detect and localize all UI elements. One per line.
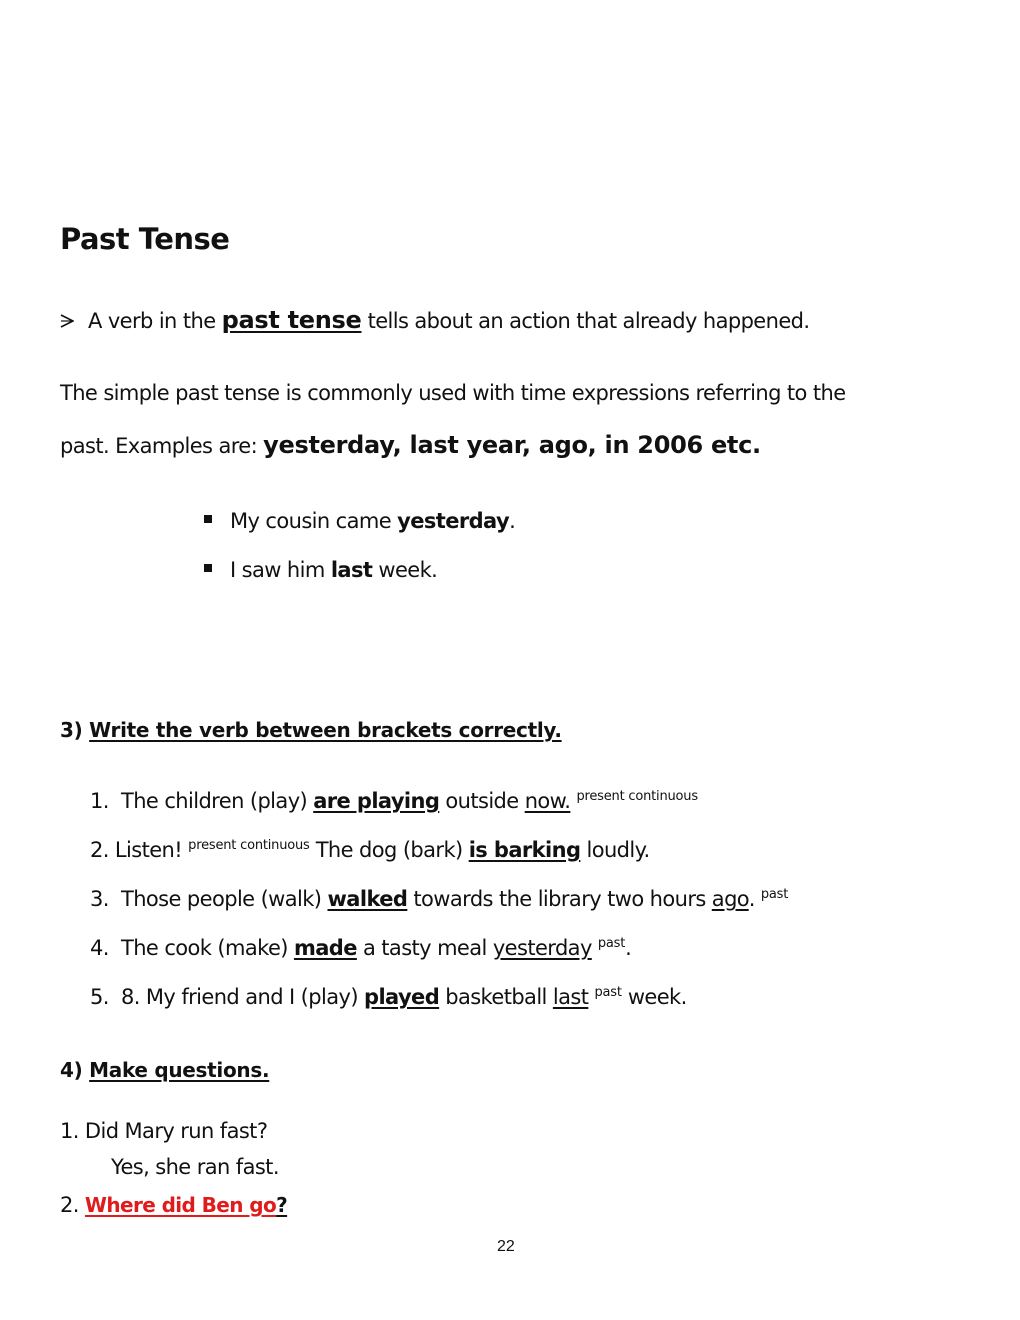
example-text: I saw him [230,558,325,582]
example-keyword: last [330,558,373,582]
example-item [204,558,437,582]
item-number: 5. [90,985,109,1009]
item-tense-tag: present continuous [188,838,310,853]
item-time-word: now. [524,789,571,813]
item-tense-tag: present continuous [576,789,698,804]
item-time-word: last [552,985,589,1009]
section-title: Make questions. [89,1058,270,1082]
item-end: loudly. [586,838,650,862]
item-prompt: Those people (walk) [121,887,322,911]
definition-term: past tense [221,306,362,334]
answer-1: Yes, she ran fast. [111,1155,279,1179]
item-text: basketball [445,985,547,1009]
item-text: towards the library two hours [413,887,706,911]
item-end: . [625,936,632,960]
definition-pre: A verb in the [88,309,216,333]
item-answer: is barking [468,838,581,862]
item-time-word: yesterday [492,936,592,960]
item-text: outside [445,789,519,813]
item-prompt: The children (play) [121,789,308,813]
item-number: 2. [90,838,109,862]
example-keyword: yesterday [397,509,510,533]
square-bullet-icon [204,515,212,523]
item-prompt: The cook (make) [121,936,288,960]
item-answer: are playing [313,789,440,813]
example-item [204,509,515,533]
question-text: Did Mary run fast? [84,1119,268,1143]
page-number: 22 [497,1238,515,1255]
question-1 [60,1119,267,1143]
item-number: 3. [90,887,109,911]
definition-line [60,306,809,334]
item-tense-tag: past [597,936,626,951]
usage-line-1: The simple past tense is commonly used with time expressions referring to the [60,381,846,405]
item-answer: made [293,936,357,960]
item-answer: played [364,985,440,1009]
item-number: 1. [90,789,109,813]
square-bullet-icon [204,564,212,572]
exercise-item [90,985,687,1009]
item-prompt: Listen! [114,838,183,862]
exercise-item [90,789,698,813]
exercise-item [90,936,631,960]
item-end: week. [627,985,687,1009]
section-number: 4) [60,1058,83,1082]
question-mark: ? [276,1193,288,1217]
example-text: My cousin came [230,509,392,533]
item-end: . [748,887,755,911]
example-end: week. [378,558,438,582]
section-3-heading [60,718,562,742]
usage-line-2 [60,431,761,459]
question-number: 2. [60,1193,79,1217]
item-tense-tag: past [594,985,622,1000]
item-text: The dog (bark) [315,838,463,862]
item-time-word: ago [711,887,749,911]
item-prompt: 8. My friend and I (play) [121,985,358,1009]
section-number: 3) [60,718,83,742]
section-title: Write the verb between brackets correctly. [89,718,562,742]
example-end: . [509,509,516,533]
section-4-heading [60,1058,269,1082]
item-answer: walked [327,887,408,911]
exercise-item [90,887,788,911]
time-expressions: yesterday, last year, ago, in 2006 etc. [263,431,761,459]
question-text: Where did Ben go [84,1193,277,1217]
item-text: a tasty meal [362,936,487,960]
arrow-bullet-icon [60,314,76,332]
item-tense-tag: past [760,887,789,902]
exercise-item [90,838,650,862]
question-2 [60,1193,287,1217]
item-number: 4. [90,936,109,960]
definition-post: tells about an action that already happened. [367,309,810,333]
question-number: 1. [60,1119,79,1143]
page-title: Past Tense [60,222,230,256]
usage-line-2-pre: past. Examples are: [60,434,258,458]
